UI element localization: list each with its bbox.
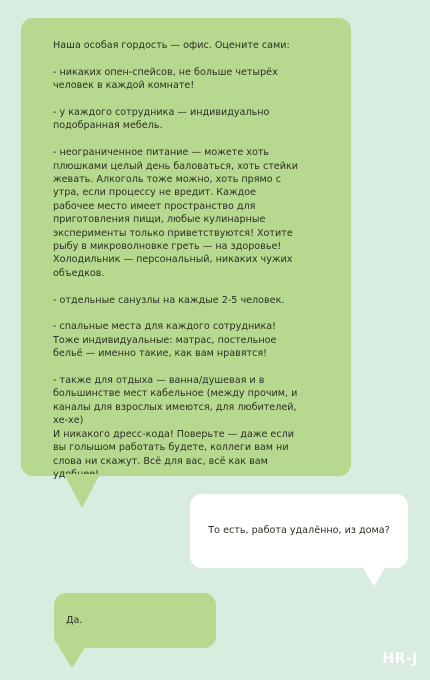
message-paragraph: - спальные места для каждого сотрудника! Тоже индивидуальные: матрас, постельное бельё — именно такие, как вам нравятся! — [53, 321, 277, 360]
message-paragraph: - также для отдыха — ванна/душевая и в большинстве мест кабельное (между прочим, и каналы для взрослых имеются, для любителей, хе-хе) И никакого дресс-кода! Поверьте — даже если вы голышом работать будете, коллеги вам ни слова ни скажут. Всё для вас, всё как вам удобнее! — [53, 375, 298, 480]
message-paragraph: - отдельные санузлы на каждые 2-5 человек. — [53, 294, 285, 306]
message-bubble-office-perks — [21, 18, 351, 480]
message-paragraph: - неограниченное питание — можете хоть плюшками целый день баловаться, хоть стейки жевать. Алкоголь тоже можно, хоть прямо с утра, если процессу не вредит. Каждое рабочее место имеет пространство для приготовления пищи, любые кулинарные эксперименты только приветствуются! Хотите рыбу в микроволновке греть — на здоровье! Холодильник — персональный, никаких чужих объедков. — [53, 147, 298, 279]
bubble-tail — [58, 646, 86, 668]
message-text: Да. — [66, 615, 83, 626]
message-text: То есть, работа удалённо, из дома? — [208, 525, 390, 537]
watermark: HR-J — [382, 651, 418, 667]
message-paragraph: - никаких опен-спейсов, не больше четырёх человек в каждой комнате! — [53, 66, 278, 92]
message-bubble-question — [190, 494, 408, 568]
bubble-tail — [362, 566, 386, 586]
message-paragraph: - у каждого сотрудника — индивидуально подобранная мебель. — [53, 107, 270, 132]
message-paragraph: Наша особая гордость — офис. Оцените сами: — [53, 40, 290, 51]
bubble-tail — [64, 474, 100, 508]
message-bubble-answer — [54, 593, 216, 648]
